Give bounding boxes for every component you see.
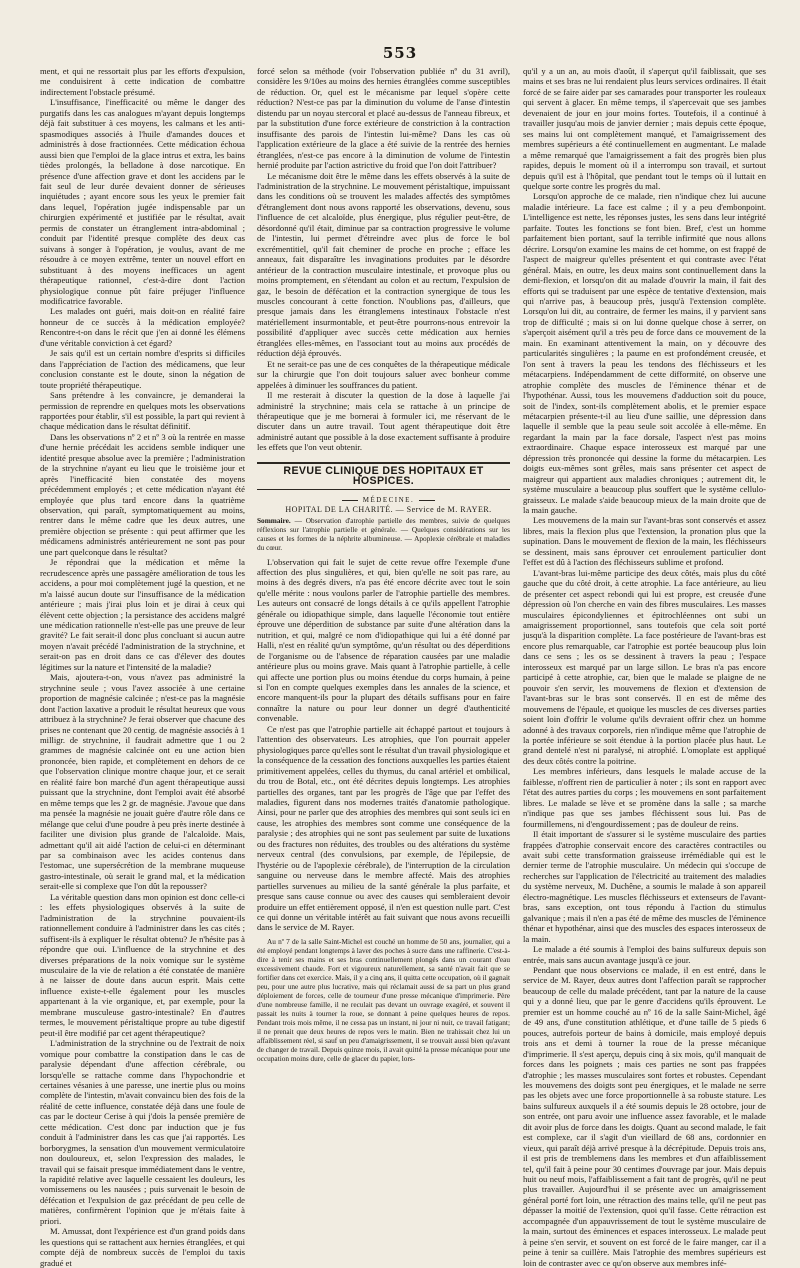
section-rule-top bbox=[257, 462, 510, 464]
paragraph: Les malades ont guéri, mais doit-on en réalité faire honneur de ce succès à la médication employée? Rencontre-t-on dans le récit que j'en ai donné les élémens d'une véritable conviction à cet égard? bbox=[40, 306, 245, 348]
case-report-paragraph: Au nº 7 de la salle Saint-Michel est couché un homme de 50 ans, journalier, qui a été employé pendant longtemps à laver des poches à sucre dans une raffinerie. C'est-à-dire à tenir ses mains et ses bras continuellement plongés dans un courant d'eau excessivement chaude. Fort et vigoureux naturellement, sa santé n'avait fait que se fortifier dans cet exercice. Mais, il y a cinq ans, il quitta cette occupation, où il gagnait peu, pour une autre plus lucrative, mais qui réclamait aussi de sa part un plus grand déploiement de forces, celle de tourneur d'une presse mécanique d'imprimerie. Père d'une nombreuse famille, il ne reculait pas devant un ouvrage exagéré, et souvent il passait les nuits à tourner la roue, se donnant à peine quelques heures de repos. Pendant trois mois même, il ne cessa pas un instant, ni jour ni nuit, ce travail fatigant; il ne prenait que deux heures de repos vers le matin. Bien ne trahissait chez lui un affaiblissement réel, si sauf un peu d'amaigrissement, il se trouvait aussi bien qu'avant de changer de travail. Depuis quinze mois, il avait quitté la presse mécanique pour une occupation moins dure, celle de glacer du papier, lors- bbox=[257, 936, 510, 1063]
column-3 bbox=[523, 66, 766, 1268]
paragraph: Ce n'est pas que l'atrophie partielle ait échappé partout et toujours à l'attention des observateurs. Les atrophies, que l'on pourrait appeler physiologiques parce qu'elles sont le résultat d'un travail physiologique et la conséquence de la cessation des fonctions auxquelles les parties étaient primitivement appelées, celles du thymus, du canal artériel et ombilical, du trou de Botal, etc., ont été décrites depuis longtemps. Les atrophies partielles des organes, tant par les progrès de l'âge que par l'effet des maladies, figurent dans nos modernes traités d'anatomie pathologique. Ainsi, pour ne parler que des atrophies des membres qui sont seuls ici en cause, les atrophies des membres sont comme une conséquence de la paralysie ; des atrophies qui ne sont pas seulement par suite de luxations ou des fractures non réduites, des troubles ou des altérations du système nerveux central (des convulsions, par exemple, de l'épilepsie, de l'hystérie ou de l'apoplexie cérébrale), de l'interruption de la circulation sanguine ou nerveuse dans le membre affecté. Mais des atrophies partielles survenues au milieu de la santé générale la plus parfaite, et presque sans cause connue ou avec des causes qui sembleraient devoir produire un effet entièrement opposé, il n'en est question nulle part. C'est ce qui donne un véritable intérêt au fait suivant que nous avons recueilli dans le service de M. Rayer. bbox=[257, 723, 510, 933]
section-rule-bottom bbox=[257, 489, 510, 490]
paragraph: Dans les observations nº 2 et nº 3 où la rentrée en masse d'une hernie précédait les accidens semble indiquer une identité presque absolue avec la première ; l'administration de la strychnine n'ayant eu lieu que le troisième jour et après l'inefficacité bien constatée des moyens précédemment employés ; et cette médication n'ayant été employée que plus tard encore dans la quatrième observation, qui paraît, symptomatiquement au moins, rentrer dans le même cadre que les deux autres, une première objection se présente : qui peut affirmer que les médicamens administrés antérieurement ne sont pas pour une part quelconque dans le résultat? bbox=[40, 431, 245, 557]
paragraph: L'observation qui fait le sujet de cette revue offre l'exemple d'une affection des plus singulières, et qui, bien qu'elle ne soit pas rare, au moins à des degrés divers, n'a pas été encore décrite avec tout le soin qu'elle mérite : nous voulons parler de l'atrophie partielle des membres. Les auteurs ont consacré de longs détails à ce qu'ils appellent l'atrophie générale ou idiopathique simple, dans laquelle l'économie tout entière éprouve une déperdition de substance par suite d'une altération dans la nutrition, et qui, malgré ce nom d'idiopathique qui lui a été donné par Halli, n'est en réalité qu'un symptôme, qu'un résultat ou des déperditions de l'organisme ou de l'absence de réparation causées par une maladie antérieure plus ou moins grave. Mais quant à l'atrophie partielle, à celle qui affecte une portion plus ou moins étendue du corps humain, à peine si l'on en compte quelques exemples dans les annales de la science, et encore manquent-ils pour la plupart des détails suffisans pour en faire connaître la nature ou pour leur donner un degré d'authenticité convenable. bbox=[257, 556, 510, 724]
paragraph: L'insuffisance, l'inefficacité ou même le danger des purgatifs dans les cas analogues m'ayant depuis longtemps déjà fait substituer à ces moyens, les calmans et les anti-spasmodiques associés à l'huile d'amandes douces et administrés à dose fractionnées. Cette médication échoua aussi bien que l'emploi de la glace intrus et extra, les bains tièdes prolongés, la belladone à dose narcotique. En présence d'une affection grave et dont les accidens par le fait seul de leur durée devaient donner de sérieuses inquiétudes ; ayant encore sous les yeux le premier fait dans lequel, l'opération jugée indispensable par un chirurgien expérimenté et justifiée par le résultat, avait permis de constater un étranglement intra-abdominal ; conduit par l'identité presque complète des deux cas suivans à songer à l'opération, je voulus, avant de me résoudre à ce moyen extrême, tenter un nouvel effort en substituant à des moyens inefficaces un agent thérapeutique rationnel, c'est-à-dire dont l'action physiologique connue pût faire préjuger l'influence modificatrice favorable. bbox=[40, 97, 245, 306]
paragraph: ment, et qui ne ressortait plus par les efforts d'expulsion, me conduisirent à cette indication de combattre indirectement l'obstacle présumé. bbox=[40, 66, 245, 97]
column-2 bbox=[257, 66, 510, 1110]
paragraph: Je répondrai que la médication et même la recrudescence après une passagère amélioration de tous les accidens, a pour moi complètement jugé la question, et ne m'a laissé aucun doute sur l'insuffisance de la médication antérieure ; mais j'irai plus loin et je dirai à ceux qui élèvent cette objection ; la persistance des accidens malgré une médication rationnelle n'est-elle pas une preuve de leur gravité? Le fait serait-il donc plus concluant si aucun autre moyen n'avait précédé l'administration de la strychnine, et serait-on pas en droit dans ce cas d'élever des doutes légitimes sur la nature et l'intensité de la maladie? bbox=[40, 557, 245, 672]
section-title: REVUE CLINIQUE DES HOPITAUX ET HOSPICES. bbox=[283, 464, 484, 488]
paragraph: Lorsqu'on approche de ce malade, rien n'indique chez lui aucune maladie intérieure. La face est calme ; il y a peu d'embonpoint. L'intelligence est nette, les réponses justes, les sens dans leur intégrité parfaite. Toutes les fonctions se font bien. Bref, c'est un homme parfaitement bien portant, sauf la terrible infirmité que nous allons décrire. Lorsqu'on examine les mains de cet homme, on est frappé de l'aspect de maigreur qu'elles présentent et qui contraste avec l'état général. Mais, en outre, les deux mains sont continuellement dans la demi-flexion, et lorsqu'on dit au malade d'ouvrir la main, il fait des efforts qui se traduisent par une espèce de tentative d'extension, mais qui n'arrive pas, à beaucoup près, jusqu'à l'extension complète. Lorsqu'on lui dit, au contraire, de fermer les mains, il y parvient sans trop de difficulté ; mais si on lui donne quelque chose à serrer, on s'aperçoit aisément qu'il a très peu de force dans ce mouvement de la main. En examinant attentivement la main, on y découvre des particularités singulières ; la paume en est profondément creusée, et l'on sent à travers la peau les tendons des fléchisseurs et les métacarpiens. Indépendamment de cette difformité, on observe une atrophie complète des muscles de l'éminence thénar et de l'hypothénar. Aussi, tous les mouvemens d'adduction soit du pouce, soit de l'index, sont-ils complètement abolis, et le premier espace métacarpien présente-t-il au lieu d'une saillie, une dépression dans laquelle il semble que la peau seule soit accolée à elle-même. En regardant la main par la face dorsale, l'aspect n'est pas moins extraordinaire. Chaque espace interosseux est marqué par une dépression très prononcée qui dessine la forme du métacarpien. Les doigts eux-mêmes sont grêles, mais sans présenter cet aspect de maigreur qui appartient aux maladies chroniques ; autrement dit, le système musculaire a beaucoup plus souffert que le système cellulo-graisseux. Le malade s'aide beaucoup mieux de la main droite que de la main gauche. bbox=[523, 191, 766, 516]
paragraph: Mais, ajoutera-t-on, vous n'avez pas administré la strychnine seule ; vous l'avez associée à une certaine proportion de magnésie calcinée ; n'est-ce pas la magnésie dont l'action laxative a produit le résultat heureux que vous attribuez à la strychnine? Je ferai observer que chacune des prises ne contenant que 20 centig. de magnésie associés à 1 milligr. de strychnine, il faudrait admettre que 1 ou 2 grammes de magnésie calcinée ont eu une action bien prononcée, bien rapide, et complètement en dehors de ce que l'observation clinique montre chaque jour, et ce serait en réalité faire bon marché d'un agent thérapeutique aussi puissant que la strychnine, dont l'emploi avait été absorbé en même temps que les 2 gr. de magnésie. J'avoue que dans ma pensée la magnésie ne jouait guère d'autre rôle dans ce mélange que celui d'une poudre à peu près inerte destinée à faciliter une division plus grande de l'alcaloïde. Mais, admettant qu'il ait aidé l'action de celui-ci en déterminant par sa combinaison avec les acides contenus dans l'estomac, une supersécrétion de la membrane muqueuse gastro-intestinale, où serait le grand mal, et la médication serait-elle si complexe que l'on dût la repousser? bbox=[40, 672, 245, 892]
paragraph: Il était important de s'assurer si le système musculaire des parties frappées d'atrophie conservait encore des caractères contractiles ou avait subi cette transformation graisseuse irrémédiable qui est le dernier terme de l'atrophie musculaire. Un médecin qui s'occupe de recherches sur l'application de l'électricité au traitement des maladies du système nerveux, M. Duchêne, a soumis le malade à son appareil électro-magnétique. Les muscles fléchisseurs et extenseurs de l'avant-bras, sans exception, ont tous répondu à l'action du stimulus galvanique ; mais il n'en a pas été de même des muscles de l'éminence thénar et hypothénar, ainsi que des muscles des espaces interosseux de la main. bbox=[523, 829, 766, 944]
paragraph: Il me resterait à discuter la question de la dose à laquelle j'ai administré la strychnine; mais cela se rattache à un principe de thérapeutique que je me bornerai à formuler ici, me réservant de le discuter dans un autre travail. Tout agent thérapeutique doit être administré autant que possible à la dose exactement suffisante à produire les effets que l'on veut obtenir. bbox=[257, 390, 510, 453]
summary-label: Sommaire. bbox=[257, 515, 291, 525]
paragraph: qu'il y a un an, au mois d'août, il s'aperçut qu'il faiblissait, que ses mains et ses bras ne lui rendaient plus leurs services ordinaires. Il était forcé de se faire aider par ses camarades pour transporter les rouleaux qui servent à glacer. En même temps, il s'apercevait que ses jambes devenaient de jour en jour moins fortes. Toutefois, il a continué à travailler jusqu'au mois de janvier dernier ; mais depuis cette époque, ses mains lui ont complètement manqué, et l'amaigrissement des membres supérieurs a été continuellement en augmentant. Le malade a même remarqué que l'amaigrissement a fait des progrès bien plus rapides, depuis le moment où il a interrompu son travail, et surtout depuis qu'il est à l'hôpital, que pendant tout le temps où il luttait en quelque sorte contre les progrès du mal. bbox=[523, 66, 766, 191]
paragraph: Sans prétendre à les convaincre, je demanderai la permission de reprendre en quelques mots les observations rapportées pour établir, s'il est possible, la part qui revient à chaque médication dans le résultat définitif. bbox=[40, 390, 245, 432]
column-1 bbox=[40, 66, 245, 1268]
paragraph: Le malade a été soumis à l'emploi des bains sulfureux depuis son entrée, mais sans aucun avantage jusqu'à ce jour. bbox=[523, 944, 766, 965]
paragraph: L'administration de la strychnine ou de l'extrait de noix vomique pour combattre la constipation dans le cas de paralysie dépendant d'une affection cérébrale, ou lorsqu'elle se rattache comme dans l'hypochondrie et certaines vésanies à une paresse, une inertie plus ou moins complète de l'intestin, m'avait convaincu bien des fois de la réalité de cette influence, constatée déjà dans une foule de cas par le docteur Cerise à qui j'dois la pensée première de cette médication. C'est donc par induction que je fus conduit à l'administrer dans les cas que j'ai rapportés. Les borborygmes, la sensation d'un mouvement vermiculatoire non douloureux, et, selon l'expression des malades, le travail qui se faisait presque immédiatement dans le ventre, la rapidité relative avec laquelle cessaient les douleurs, les vomissemens ou les nausées ; puis survenait le besoin de défécation et l'expulsion de gaz précédant de peu celle de matières, confirmèrent l'opinion que je m'étais faite à priori. bbox=[40, 1038, 245, 1226]
case-heading: HOPITAL DE LA CHARITÉ. — Service de M. RAYER. bbox=[285, 505, 492, 515]
paragraph: Je sais qu'il est un certain nombre d'esprits si difficiles dans l'appréciation de l'action des médicamens, que leur conclusion constante est le doute, sinon la négation de toute propriété thérapeutique. bbox=[40, 348, 245, 390]
paragraph: Les mouvemens de la main sur l'avant-bras sont conservés et assez libres, mais la flexion plus que l'extension, la pronation plus que la supination. Dans le mouvement de flexion de la main, les fléchisseurs se dessinent, mais sans éprouver cet enroulement particulier dont l'effet est dû à l'action des fléchisseurs sublime et profond. bbox=[523, 515, 766, 568]
paragraph: Le mécanisme doit être le même dans les effets observés à la suite de l'administration de la strychnine. Le mouvement péristaltique, impuissant dans les conditions où se trouvent les malades affectés des symptômes d'étranglement dont nous avons rapporté les observations, devenu, sous l'influence de cet alcaloïde, plus énergique, plus régulier peut-être, de désordonné qu'il était, diminue par sa contraction progressive le volume de l'intestin, lui permet d'étreindre avec plus de force le bol excrémentitiel, qu'il fait cheminer de proche en proche ; efface les anneaux, fait disparaître les invaginations produites par le désordre antérieur de la contraction musculaire intestinale, et provoque plus ou moins promptement, en s'étendant au colon et au rectum, l'expulsion de gaz, le besoin de défécation et la contraction synergique de tous les muscles concourant à cette fonction. N'oublions pas, d'ailleurs, que presque jamais dans les étranglemens intestinaux l'obstacle n'est matériellement insurmontable, et peut-être pourrons-nous entrevoir la possibilité d'appliquer avec succès cette médication aux hernies étranglées elles-mêmes, en l'associant tout au moins aux procédés de réduction déjà éprouvés. bbox=[257, 170, 510, 359]
case-summary bbox=[257, 516, 510, 552]
paragraph: La véritable question dans mon opinion est donc celle-ci : les effets physiologiques observés à la suite de l'administration de la strychnine pouvaient-ils rationnellement conduire à l'administrer dans les cas cités ; suffisent-ils à expliquer le résultat obtenu? Je n'hésite pas à répondre que oui. L'influence de la strychnine et des diverses préparations de la noix vomique sur le système musculaire de la vie de relation a été constatée de manière à ne laisser de doute dans aucun esprit. Mais cette influence existe-t-elle également pour les muscles appartenant à la vie organique, et, par exemple, pour la membrane musculeuse gastro-intestinale? En d'autres termes, le mouvement péristaltique propre au tube digestif peut-il être modifié par cet agent thérapeutique? bbox=[40, 891, 245, 1038]
paragraph: M. Amussat, dont l'expérience est d'un grand poids dans les questions qui se rattachent aux hernies étranglées, et qui compte déjà de nombreux succès de l'emploi du taxis gradué et bbox=[40, 1226, 245, 1268]
summary-text: — Observation d'atrophie partielle des membres, suivie de quelques réflexions sur l'atrophie partielle et générale. — Quelques considérations sur les causes et les formes de la néphrite albumineuse. — Apoplexie cérébrale et maladies du cœur. bbox=[257, 515, 510, 552]
paragraph: forcé selon sa méthode (voir l'observation publiée nº du 31 avril), considère les 9/10es au moins des hernies étranglées comme susceptibles de réduction. Or, quel est le mécanisme par lequel s'opère cette réduction? N'est-ce pas par la diminution du volume de l'anse d'intestin distendu par un noyau stercoral et placé au-dessus de l'anneau fibreux, et par la substitution d'une force extérieure de constriction à la contraction insuffisante des parois de l'intestin lui-même? Dans les cas où l'application extérieure de la glace a été suivie de la rentrée des hernies étranglées, n'est-ce pas encore à la diminution de volume de l'intestin hernié produite par l'action astrictive du froid que l'on doit l'attribuer? bbox=[257, 66, 510, 171]
section-subtitle: MÉDECINE. bbox=[257, 495, 510, 505]
page-number: 553 bbox=[382, 44, 418, 62]
paragraph: Et ne serait-ce pas une de ces conquêtes de la thérapeutique médicale sur la chirurgie que l'on doit toujours saluer avec bonheur comme appelées à diminuer les souffrances du patient. bbox=[257, 358, 510, 390]
paragraph: Pendant que nous observions ce malade, il en est entré, dans le service de M. Rayer, deux autres dont l'affection paraît se rapprocher beaucoup de celle du malade précédent, tant par la nature de la cause qui y a donné lieu, que par le genre d'accidens qu'ils éprouvent. Le premier est un homme couché au nº 16 de la salle Saint-Michel, âgé de 49 ans, d'une constitution athlétique, et d'une taille de 5 pieds 6 pouces, autrefois porteur de bains à domicile, mais employé depuis trois ans et demi à tourner la roue de la presse mécanique d'imprimerie. Il s'est aperçu, depuis cinq à six mois, qu'il manquait de forces dans les poignets ; mais ces parties ne sont pas frappées d'atrophie ; les masses musculaires sont fortes et robustes. Cependant les mouvemens des doigts sont peu énergiques, et le malade ne serre pas les objets avec une force proportionnelle à sa robuste stature. Les bains sulfureux auxquels il a été soumis depuis le 28 octobre, jour de son entrée, ont paru avoir une influence assez favorable, et le malade dit avoir plus de force dans les doigts. Quant au second malade, le fait est complexe, car il s'agit d'un vieillard de 68 ans, cordonnier en vieux, qui paraît déjà arrivé presque à la décrépitude. Depuis trois ans, il est pris de tremblemens dans les membres et d'un affaiblissement tel, qu'il fait à peine pour 30 centimes d'ouvrage par jour. Mais depuis huit ou neuf mois, l'affaiblissement a fait tant de progrès, qu'il ne peut plus travailler. Aujourd'hui il se présente avec un amaigrissement général porté fort loin, une rétraction des mains telle, qu'il ne peut pas dépasser la moitié de l'extension, quoi qu'il fasse. Cette rétraction est accompagnée d'un appauvrissement de tout le système musculaire de la main, surtout des éminences et espaces interosseux. Le malade peut à peine s'en servir, et souvent on est forcé de le faire manger, car il a peine à tenir sa cuillère. Mais l'atrophie des membres supérieurs est loin de contraster avec ce qu'on observe aux membres infé- bbox=[523, 964, 766, 1268]
paragraph: Les membres inférieurs, dans lesquels le malade accuse de la faiblesse, n'offrent rien de particulier à noter ; ils sont en rapport avec l'état des autres parties du corps ; les mouvemens en sont parfaitement libres. Le malade se lève et se promène dans la salle ; sa marche n'indique pas que ses jambes fléchissent sous lui. Pas de fourmillemens, ni d'engourdissement ; pas de douleur de reins. bbox=[523, 766, 766, 829]
paragraph: L'avant-bras lui-même participe des deux côtés, mais plus du côté gauche que du côté droit, à cette atrophie. La face antérieure, au lieu de présenter cet aspect rebondi qui lui est propre, est creusée d'une dépression où l'on cherche en vain des fibres musculaires. Les masses musculaires épicondyliennes et épitrochléennes ont subi un amaigrissement proportionnel, sans toutefois que cela soit porté jusqu'à la disparition complète. La face postérieure de l'avant-bras est encore plus remarquable, car l'atrophie est portée beaucoup plus loin dans ce sens ; les os se dessinent à travers la peau ; l'espace interosseux est marqué par un large sillon. Le bras n'a pas encore participé à cette atrophie, car, bien que le malade se plaigne de ne pouvoir s'en servir, les mouvemens de flexion et d'extension de l'avant-bras sur le bras sont conservés. Il en est de même des mouvemens de l'épaule, et quoique les muscles de ces diverses parties soient loin d'offrir le volume qu'ils devraient offrir chez un homme adonné à des travaux corporels, rien n'indique même que l'atrophie de la portée inférieure se soit étendue à la portion placée plus haut. Le grand dentelé n'est ni paralysé, ni atrophié. L'omoplate est appliqué des deux côtés contre la poitrine. bbox=[523, 567, 766, 766]
